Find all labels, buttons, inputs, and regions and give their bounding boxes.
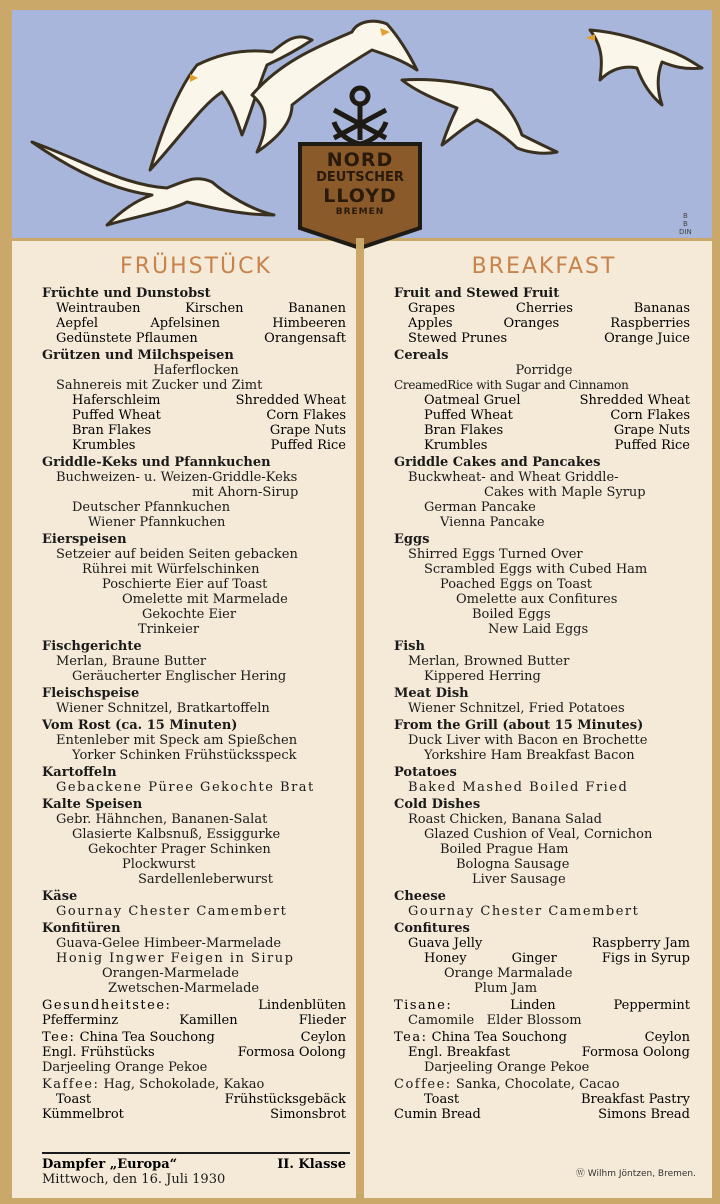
menu-item: Guava Jelly: [408, 936, 483, 951]
artist-mark: B: [682, 220, 688, 228]
menu-item: Wiener Pfannkuchen: [88, 515, 226, 530]
section-title: Eierspeisen: [42, 532, 127, 547]
menu-item: Elder Blossom: [486, 1013, 582, 1028]
menu-item: Engl. Frühstücks: [42, 1045, 155, 1060]
section-title: Käse: [42, 889, 78, 904]
section-title: Vom Rost (ca. 15 Minuten): [42, 718, 238, 733]
menu-item: Darjeeling Orange Pekoe: [424, 1060, 590, 1075]
section-title: Griddle Cakes and Pancakes: [394, 455, 601, 470]
menu-row: [42, 1013, 350, 1028]
section-title: Eggs: [394, 532, 430, 547]
menu-item: Porridge: [515, 363, 573, 378]
section-title: Kalte Speisen: [42, 797, 143, 812]
menu-item: Formosa Oolong: [581, 1045, 690, 1060]
menu-section: [42, 718, 350, 763]
menu-item: Sahnereis mit Zucker und Zimt: [56, 378, 263, 393]
german-menu-column: [42, 252, 350, 1122]
menu-section: [42, 532, 350, 637]
menu-item: Raspberries: [610, 316, 690, 331]
menu-row: [394, 1092, 694, 1107]
printer-mark-icon: Ⓦ: [575, 1169, 585, 1179]
menu-item: Pfefferminz: [42, 1013, 119, 1028]
menu-section: [42, 765, 350, 795]
seagull-icon: [32, 142, 274, 225]
menu-item: Corn Flakes: [266, 408, 346, 423]
menu-item: Flieder: [298, 1013, 346, 1028]
menu-item: Orangen-Marmelade: [102, 966, 239, 981]
menu-row: [42, 316, 350, 331]
menu-section: [394, 1077, 694, 1122]
menu-section: [394, 889, 694, 919]
menu-section: [42, 889, 350, 919]
menu-item: Glasierte Kalbsnuß, Essiggurke: [72, 827, 281, 842]
menu-section: [394, 455, 694, 530]
menu-row: [394, 936, 694, 951]
column-heading: BREAKFAST: [471, 254, 617, 279]
logo-line: BREMEN: [335, 207, 385, 217]
menu-row: [42, 301, 350, 316]
menu-item: Merlan, Browned Butter: [408, 654, 570, 669]
menu-item: Krumbles: [424, 438, 488, 453]
menu-item: Merlan, Braune Butter: [56, 654, 207, 669]
menu-item: Setzeier auf beiden Seiten gebacken: [56, 547, 298, 562]
menu-item: Grape Nuts: [269, 423, 346, 438]
artist-monogram: [679, 212, 692, 236]
menu-row: [394, 301, 694, 316]
menu-item: Boiled Eggs: [472, 607, 551, 622]
menu-item: Bran Flakes: [72, 423, 152, 438]
menu-item: Kippered Herring: [424, 669, 541, 684]
section-title: Fleischspeise: [42, 686, 140, 701]
menu-section: [394, 532, 694, 637]
menu-section: [394, 718, 694, 763]
travel-class: II. Klasse: [277, 1157, 346, 1172]
menu-section: [394, 998, 694, 1028]
menu-item: Apfelsinen: [150, 316, 220, 331]
menu-item: Baked Mashed Boiled Fried: [408, 780, 629, 795]
menu-item: Poschierte Eier auf Toast: [102, 577, 268, 592]
menu-item: Wiener Schnitzel, Fried Potatoes: [408, 701, 625, 716]
section-title: Konfitüren: [42, 921, 121, 936]
menu-section: [394, 1030, 694, 1075]
section-title: Meat Dish: [394, 686, 469, 701]
menu-item: Gebr. Hähnchen, Bananen-Salat: [56, 812, 268, 827]
section-title: Confitures: [394, 921, 470, 936]
menu-item: Zwetschen-Marmelade: [108, 981, 260, 996]
menu-item: Kamillen: [179, 1013, 238, 1028]
section-title: Tee:: [42, 1030, 76, 1045]
menu-item: Yorker Schinken Frühstücksspeck: [72, 748, 297, 763]
menu-item: Buckwheat- and Wheat Griddle-: [408, 470, 619, 485]
menu-row: [394, 998, 694, 1013]
seagull-icon: [402, 79, 557, 153]
menu-item: Puffed Rice: [270, 438, 346, 453]
menu-section: [42, 1077, 350, 1122]
menu-item: Roast Chicken, Banana Salad: [408, 812, 602, 827]
menu-item: Kirschen: [185, 301, 244, 316]
menu-section: [42, 998, 350, 1028]
menu-item: Lindenblüten: [258, 998, 346, 1013]
menu-item: Shirred Eggs Turned Over: [408, 547, 583, 562]
menu-item: Weintrauben: [56, 301, 141, 316]
menu-row: [42, 998, 350, 1013]
menu-section: [42, 348, 350, 453]
menu-item: Cumin Bread: [394, 1107, 481, 1122]
menu-item: Honey: [424, 951, 467, 966]
menu-item: Ceylon: [644, 1030, 690, 1045]
column-divider: [356, 238, 364, 1198]
section-title: Tea:: [394, 1030, 428, 1045]
menu-item: Puffed Wheat: [424, 408, 513, 423]
menu-item: Puffed Wheat: [72, 408, 161, 423]
menu-row: [42, 1157, 350, 1172]
menu-item: Apples: [408, 316, 453, 331]
menu-section: [42, 1030, 350, 1075]
menu-row: [42, 1092, 350, 1107]
menu-item: Scrambled Eggs with Cubed Ham: [424, 562, 648, 577]
menu-item: Cherries: [515, 301, 573, 316]
artist-mark: B: [682, 212, 688, 220]
menu-row: [394, 316, 694, 331]
menu-row: [42, 1077, 350, 1092]
menu-row: [394, 951, 694, 966]
menu-section: [394, 765, 694, 795]
section-title: Cereals: [394, 348, 449, 363]
artist-mark: DIN: [679, 228, 692, 236]
menu-item: Bran Flakes: [424, 423, 504, 438]
menu-row: [394, 393, 694, 408]
section-title: Potatoes: [394, 765, 457, 780]
menu-item: Omelette mit Marmelade: [122, 592, 288, 607]
section-title: Griddle-Keks und Pfannkuchen: [42, 455, 271, 470]
menu-item: Haferflocken: [153, 363, 239, 378]
menu-row: [394, 438, 694, 453]
menu-item: Gedünstete Pflaumen: [56, 331, 198, 346]
menu-item: CreamedRice with Sugar and Cinnamon: [394, 378, 629, 392]
menu-item: Cakes with Maple Syrup: [484, 485, 646, 500]
menu-item: Rührei mit Würfelschinken: [82, 562, 260, 577]
menu-item: Guava-Gelee Himbeer-Marmelade: [56, 936, 282, 951]
menu-item: Buchweizen- u. Weizen-Griddle-Keks: [56, 470, 298, 485]
menu-item: Puffed Rice: [614, 438, 690, 453]
menu-item: Shredded Wheat: [579, 393, 690, 408]
menu-item: Gekochte Eier: [142, 607, 237, 622]
menu-item: Engl. Breakfast: [408, 1045, 511, 1060]
seagull-icon: [252, 21, 417, 152]
menu-item: Bologna Sausage: [456, 857, 570, 872]
menu-item: Deutscher Pfannkuchen: [72, 500, 231, 515]
printer-name: Wilhm Jöntzen, Bremen.: [587, 1169, 696, 1179]
menu-paper: [12, 10, 712, 1198]
section-title: Gesundheitstee:: [42, 998, 172, 1013]
menu-item: Aepfel: [56, 316, 99, 331]
section-title: Cheese: [394, 889, 446, 904]
anchor-key-icon: [334, 88, 386, 144]
menu-item: Orange Juice: [604, 331, 690, 346]
menu-item: Figs in Syrup: [601, 951, 690, 966]
menu-item: Vienna Pancake: [440, 515, 545, 530]
menu-item: Trinkeier: [138, 622, 200, 637]
menu-section: [42, 921, 350, 996]
menu-item: Orange Marmalade: [444, 966, 573, 981]
menu-item: China Tea Souchong: [79, 1030, 215, 1045]
section-title: Früchte und Dunstobst: [42, 286, 211, 301]
menu-item: Grapes: [408, 301, 456, 316]
menu-item: Glazed Cushion of Veal, Cornichon: [424, 827, 653, 842]
menu-section: [42, 286, 350, 346]
section-title: Kartoffeln: [42, 765, 117, 780]
menu-item: Honig Ingwer Feigen in Sirup: [56, 951, 295, 966]
english-menu-column: [394, 252, 694, 1122]
menu-item: Gournay Chester Camembert: [56, 904, 288, 919]
menu-item: Himbeeren: [272, 316, 346, 331]
menu-date: Mittwoch, den 16. Juli 1930: [42, 1172, 226, 1187]
menu-item: Simonsbrot: [270, 1107, 346, 1122]
menu-item: Omelette aux Confitures: [456, 592, 618, 607]
menu-section: [394, 921, 694, 996]
section-title: Kaffee:: [42, 1077, 100, 1092]
menu-item: Duck Liver with Bacon en Brochette: [408, 733, 648, 748]
menu-item: Gebackene Püree Gekochte Brat: [56, 780, 315, 795]
logo-line: DEUTSCHER: [316, 170, 404, 185]
menu-item: Plum Jam: [474, 981, 538, 996]
menu-item: Formosa Oolong: [237, 1045, 346, 1060]
menu-item: Poached Eggs on Toast: [440, 577, 593, 592]
menu-item: Wiener Schnitzel, Bratkartoffeln: [56, 701, 270, 716]
menu-row: [42, 331, 350, 346]
menu-row: [42, 1045, 350, 1060]
menu-section: [394, 797, 694, 887]
menu-row: [42, 393, 350, 408]
menu-item: Grape Nuts: [613, 423, 690, 438]
menu-item: Toast: [424, 1092, 460, 1107]
menu-row: [394, 1077, 694, 1092]
menu-row: [394, 408, 694, 423]
section-title: Cold Dishes: [394, 797, 481, 812]
menu-item: Ginger: [511, 951, 557, 966]
menu-item: Hag, Schokolade, Kakao: [103, 1077, 265, 1092]
menu-item: Kümmelbrot: [42, 1107, 124, 1122]
menu-item: Ceylon: [300, 1030, 346, 1045]
menu-row: [394, 423, 694, 438]
menu-item: Oatmeal Gruel: [424, 393, 521, 408]
menu-section: [42, 455, 350, 530]
menu-item: Stewed Prunes: [408, 331, 508, 346]
section-title: Fish: [394, 639, 425, 654]
menu-item: Frühstücksgebäck: [224, 1092, 346, 1107]
section-title: Fruit and Stewed Fruit: [394, 286, 560, 301]
menu-item: Oranges: [503, 316, 560, 331]
menu-item: Simons Bread: [598, 1107, 690, 1122]
menu-item: Gekochter Prager Schinken: [88, 842, 271, 857]
logo-line: NORD: [326, 149, 394, 171]
menu-item: Sanka, Chocolate, Cacao: [455, 1077, 620, 1092]
printer-credit: [576, 1166, 696, 1179]
menu-row: [42, 1030, 350, 1045]
menu-item: Corn Flakes: [610, 408, 690, 423]
menu-item: Geräucherter Englischer Hering: [72, 669, 287, 684]
menu-row: [42, 1107, 350, 1122]
menu-section: [42, 686, 350, 716]
menu-row: [394, 1030, 694, 1045]
menu-item: Breakfast Pastry: [580, 1092, 690, 1107]
menu-row: [42, 408, 350, 423]
menu-section: [394, 639, 694, 684]
menu-item: Boiled Prague Ham: [440, 842, 569, 857]
section-title: Fischgerichte: [42, 639, 142, 654]
voyage-info: [42, 1152, 350, 1187]
menu-item: Camomile: [408, 1013, 475, 1028]
menu-item: China Tea Souchong: [431, 1030, 567, 1045]
logo-line: LLOYD: [323, 185, 397, 207]
menu-item: Entenleber mit Speck am Spießchen: [56, 733, 298, 748]
menu-item: Bananas: [633, 301, 690, 316]
menu-item: mit Ahorn-Sirup: [192, 485, 299, 500]
menu-section: [394, 686, 694, 716]
menu-item: Plockwurst: [122, 857, 196, 872]
menu-item: Darjeeling Orange Pekoe: [42, 1060, 208, 1075]
menu-item: Yorkshire Ham Breakfast Bacon: [424, 748, 635, 763]
menu-item: Krumbles: [72, 438, 136, 453]
menu-item: Linden: [510, 998, 556, 1013]
menu-item: German Pancake: [424, 500, 536, 515]
section-title: Grützen und Milchspeisen: [42, 348, 234, 363]
menu-item: Raspberry Jam: [591, 936, 690, 951]
menu-item: Bananen: [288, 301, 346, 316]
menu-section: [394, 348, 694, 453]
section-title: Tisane:: [394, 998, 453, 1013]
menu-item: Toast: [56, 1092, 92, 1107]
menu-item: Shredded Wheat: [235, 393, 346, 408]
menu-section: [42, 797, 350, 887]
menu-row: [394, 331, 694, 346]
menu-row: [42, 438, 350, 453]
menu-item: Orangensaft: [264, 331, 346, 346]
menu-item: Gournay Chester Camembert: [408, 904, 640, 919]
menu-item: Peppermint: [613, 998, 690, 1013]
column-heading: FRÜHSTÜCK: [120, 254, 272, 279]
menu-section: [394, 286, 694, 346]
menu-item: Liver Sausage: [472, 872, 566, 887]
seagull-icon: [590, 30, 702, 105]
menu-item: New Laid Eggs: [488, 622, 589, 637]
menu-row: [394, 1013, 694, 1028]
company-logo-text: [296, 150, 424, 218]
menu-item: Sardellenleberwurst: [138, 872, 273, 887]
ship-name: Dampfer „Europa“: [42, 1157, 178, 1172]
section-title: From the Grill (about 15 Minutes): [394, 718, 644, 733]
menu-item: Haferschleim: [72, 393, 161, 408]
section-title: Coffee:: [394, 1077, 452, 1092]
menu-row: [42, 423, 350, 438]
menu-section: [42, 639, 350, 684]
menu-row: [394, 1107, 694, 1122]
menu-row: [394, 1045, 694, 1060]
